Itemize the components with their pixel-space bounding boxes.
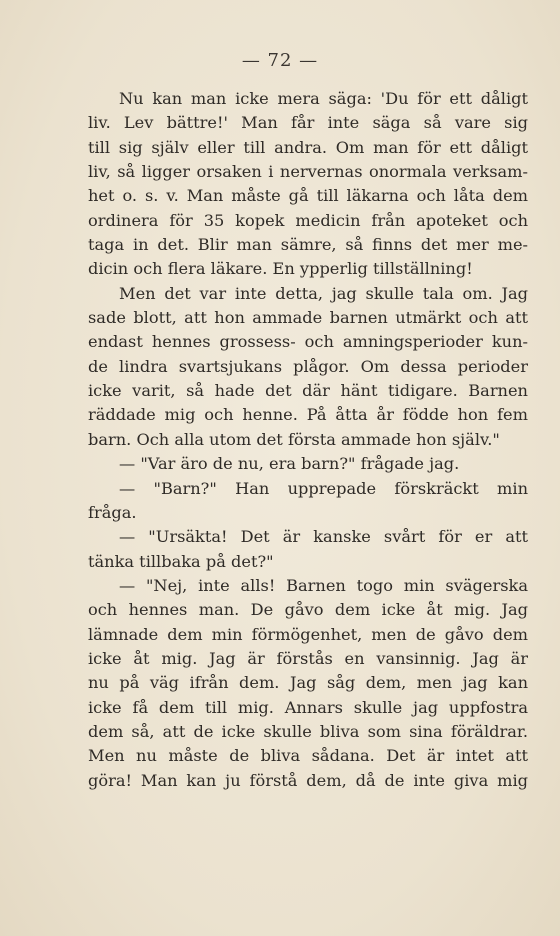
text-line: — "Nej, inte alls! Barnen togo min svägerska: [119, 575, 528, 595]
text-line: nu på väg ifrån dem. Jag såg dem, men jag kan: [88, 673, 528, 693]
text-line: liv. Lev bättre!' Man får inte säga så vare sig: [88, 113, 528, 133]
text-line: göra! Man kan ju förstå dem, då de inte giva mig: [88, 770, 528, 790]
text-line: tänka tillbaka på det?": [88, 551, 274, 571]
text-line: lämnade dem min förmögenhet, men de gåvo dem: [88, 624, 528, 644]
text-line: dem så, att de icke skulle bliva som sina föräldrar.: [88, 721, 528, 741]
text-line: — "Ursäkta! Det är kanske svårt för er att: [119, 527, 528, 547]
text-line: taga in det. Blir man sämre, så finns det mer me-: [88, 235, 528, 255]
text-line: dicin och flera läkare. En ypperlig tillställning!: [88, 259, 473, 279]
text-line: Men det var inte detta, jag skulle tala om. Jag: [119, 283, 528, 303]
text-line: endast hennes grossess- och amningsperioder kun-: [88, 332, 528, 352]
text-line: — "Barn?" Han upprepade förskräckt min: [119, 478, 528, 498]
text-line: till sig själv eller till andra. Om man för ett dåligt: [88, 137, 528, 157]
text-line: och hennes man. De gåvo dem icke åt mig. Jag: [88, 600, 528, 620]
page-number: — 72 —: [241, 50, 319, 71]
text-line: icke få dem till mig. Annars skulle jag uppfostra: [88, 697, 528, 717]
text-line: icke åt mig. Jag är förstås en vansinnig. Jag är: [88, 648, 528, 668]
text-line: de lindra svartsjukans plågor. Om dessa perioder: [88, 356, 528, 376]
text-line: räddade mig och henne. På åtta år födde hon fem: [88, 405, 528, 425]
text-line: barn. Och alla utom det första ammade hon själv.": [88, 429, 500, 449]
text-line: liv, så ligger orsaken i nervernas onormala verksam-: [88, 162, 528, 182]
text-line: het o. s. v. Man måste gå till läkarna och låta dem: [88, 186, 528, 206]
text-line: Men nu måste de bliva sådana. Det är intet att: [88, 746, 528, 766]
text-line: Nu kan man icke mera säga: 'Du för ett dåligt: [119, 89, 528, 108]
text-line: sade blott, att hon ammade barnen utmärkt och att: [88, 308, 528, 328]
text-line: icke varit, så hade det där hänt tidigare. Barnen: [88, 381, 528, 401]
text-line: fråga.: [88, 502, 137, 522]
text-line: ordinera för 35 kopek medicin från apoteket och: [88, 210, 528, 230]
text-line: — "Var äro de nu, era barn?" frågade jag.: [119, 454, 460, 474]
body-text: [88, 87, 528, 793]
